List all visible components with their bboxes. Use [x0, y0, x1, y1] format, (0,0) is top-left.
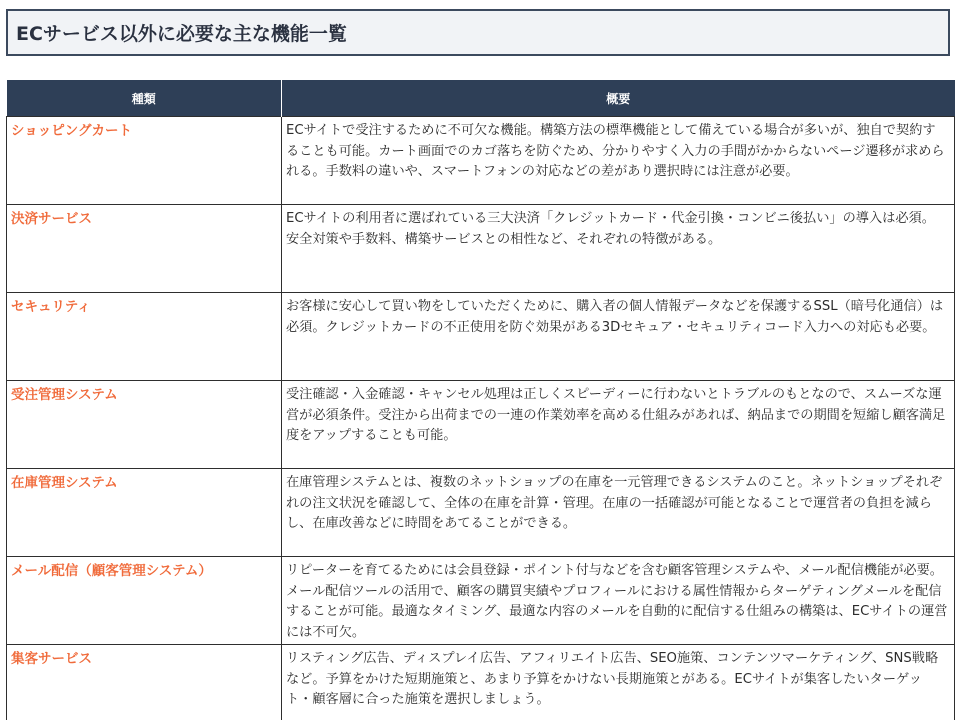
desc-text: リピーターを育てるためには会員登録・ポイント付与などを含む顧客管理システムや、メール配信機能が必要。メール配信ツールの活用で、顧客の購買実績やプロフィールにおける属性情報からターゲティングメールを配信することが可能。最適なタイミング、最適な内容のメールを自動的に配信する仕組みの構築は、ECサイトの運営には不可欠。 — [286, 563, 948, 640]
desc-cell — [282, 557, 955, 645]
desc-cell — [282, 645, 955, 720]
table-row — [7, 381, 955, 469]
kind-cell — [7, 117, 282, 205]
feature-table — [6, 80, 955, 720]
desc-cell — [282, 293, 955, 381]
table-row — [7, 205, 955, 293]
kind-cell — [7, 645, 282, 720]
header-kind: 種類 — [7, 80, 282, 117]
desc-cell — [282, 117, 955, 205]
desc-cell — [282, 381, 955, 469]
desc-text: リスティング広告、ディスプレイ広告、アフィリエイト広告、SEO施策、コンテンツマーケティング、SNS戦略など。予算をかけた短期施策と、あまり予算をかけない長期施策とがある。ECサイトが集客したいターゲット・顧客層に合った施策を選択しましょう。 — [286, 651, 939, 707]
kind-label: ショッピングカート — [11, 123, 132, 139]
desc-text: 在庫管理システムとは、複数のネットショップの在庫を一元管理できるシステムのこと。ネットショップそれぞれの注文状況を確認して、全体の在庫を計算・管理。在庫の一括確認が可能となることで運営者の負担を減らし、在庫改善などに時間をあてることができる。 — [286, 475, 943, 531]
page-title: ECサービス以外に必要な主な機能一覧 — [16, 23, 347, 45]
kind-label: メール配信（顧客管理システム） — [11, 563, 212, 579]
desc-text: ECサイトの利用者に選ばれている三大決済「クレジットカード・代金引換・コンビニ後払い」の導入は必須。安全対策や手数料、構築サービスとの相性など、それぞれの特徴がある。 — [286, 211, 935, 247]
kind-cell — [7, 205, 282, 293]
desc-cell — [282, 469, 955, 557]
table-row — [7, 293, 955, 381]
table-row — [7, 645, 955, 720]
kind-cell — [7, 381, 282, 469]
kind-cell — [7, 469, 282, 557]
table-header-row — [7, 80, 955, 117]
kind-cell — [7, 557, 282, 645]
desc-cell — [282, 205, 955, 293]
desc-text: ECサイトで受注するために不可欠な機能。構築方法の標準機能として備えている場合が多いが、独自で契約することも可能。カート画面でのカゴ落ちを防ぐため、分かりやすく入力の手間がかからないページ遷移が求められる。手数料の違いや、スマートフォンの対応などの差があり選択時には注意が必要。 — [286, 123, 945, 179]
kind-label: 決済サービス — [11, 211, 92, 227]
kind-label: セキュリティ — [11, 299, 91, 315]
desc-text: 受注確認・入金確認・キャンセル処理は正しくスピーディーに行わないとトラブルのもとなので、スムーズな運営が必須条件。受注から出荷までの一連の作業効率を高める仕組みがあれば、納品までの期間を短縮し顧客満足度をアップすることも可能。 — [286, 387, 946, 443]
table-row — [7, 557, 955, 645]
table-row — [7, 469, 955, 557]
kind-label: 集客サービス — [11, 651, 92, 667]
title-box — [6, 9, 950, 56]
kind-label: 受注管理システム — [11, 387, 118, 403]
header-summary: 概要 — [282, 80, 955, 117]
desc-text: お客様に安心して買い物をしていただくために、購入者の個人情報データなどを保護するSSL（暗号化通信）は必須。クレジットカードの不正使用を防ぐ効果がある3Dセキュア・セキュリティコード入力への対応も必要。 — [286, 299, 944, 335]
kind-label: 在庫管理システム — [11, 475, 118, 491]
table-row — [7, 117, 955, 205]
kind-cell — [7, 293, 282, 381]
